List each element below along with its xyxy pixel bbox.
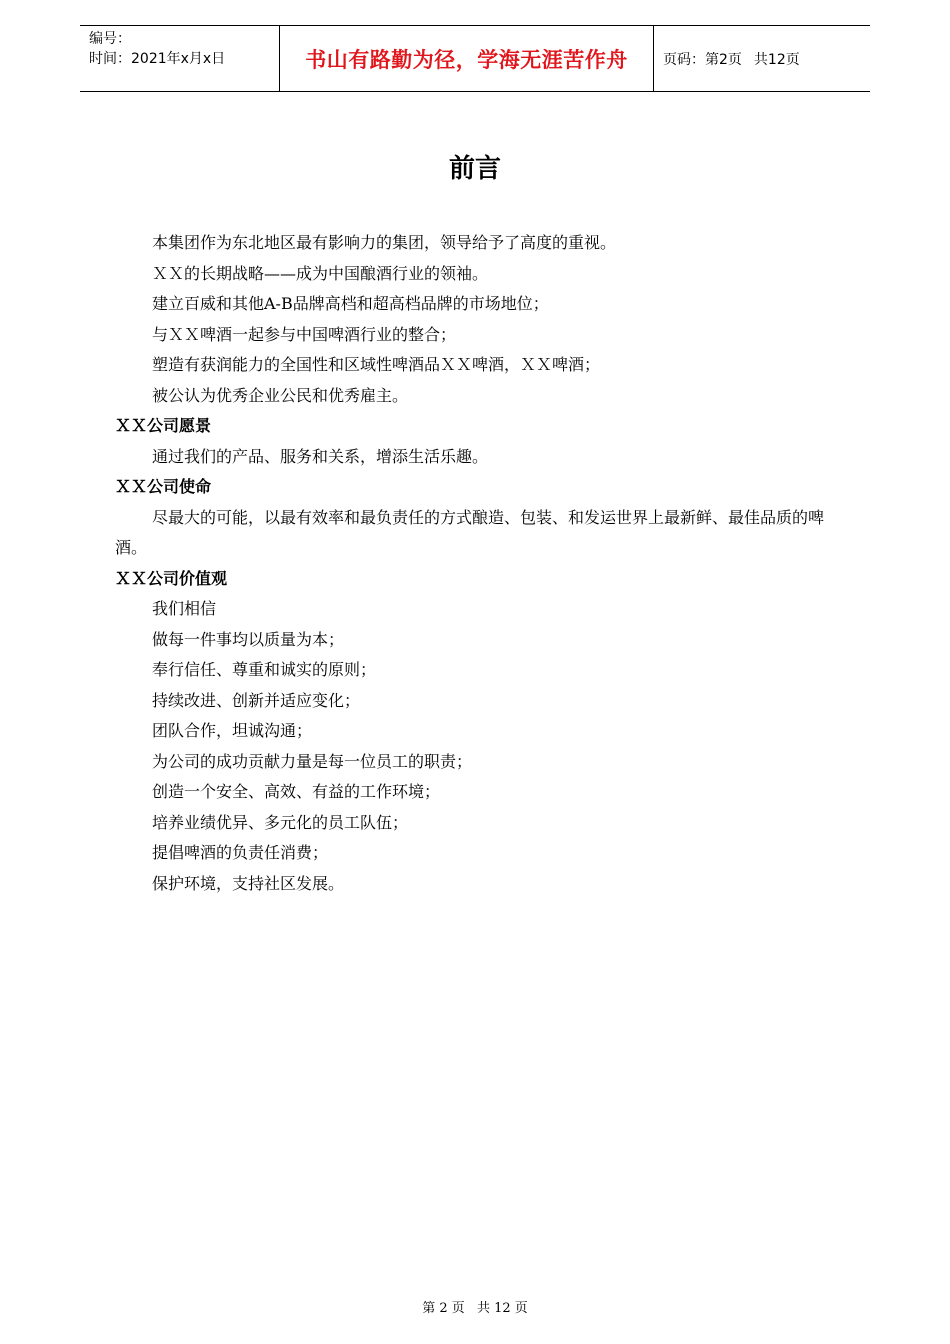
intro-line: 塑造有获润能力的全国性和区域性啤酒品ＸＸ啤酒，ＸＸ啤酒；	[152, 355, 601, 374]
header-page-number: 页码：第2页	[663, 51, 742, 68]
mission-heading: ＸＸ公司使命	[115, 477, 212, 496]
document-body	[115, 228, 855, 899]
header-meta	[80, 26, 280, 91]
values-heading: ＸＸ公司价值观	[115, 568, 228, 588]
values-item: 做每一件事均以质量为本；	[152, 629, 345, 649]
intro-line: 建立百威和其他A-B品牌高档和超高档品牌的市场地位；	[152, 294, 549, 313]
values-item: 培养业绩优异、多元化的员工队伍；	[152, 812, 409, 832]
values-item: 为公司的成功贡献力量是每一位员工的职责；	[152, 751, 473, 771]
doc-date-label: 时间：2021年x月x日	[89, 51, 226, 67]
values-item: 提倡啤酒的负责任消费；	[152, 843, 329, 862]
footer-page-total: 共 12 页	[476, 1301, 528, 1316]
vision-heading: ＸＸ公司愿景	[115, 416, 212, 435]
intro-line: ＸＸ的长期战略——成为中国酿酒行业的领袖。	[152, 263, 489, 283]
mission-text: 尽最大的可能，以最有效率和最负责任的方式酿造、包装、和发运世界上最新鲜、最佳品质的啤酒。	[115, 507, 825, 557]
values-item: 保护环境，支持社区发展。	[152, 873, 345, 893]
header-page-info	[654, 26, 870, 91]
values-item: 奉行信任、尊重和诚实的原则；	[152, 660, 377, 679]
vision-text: 通过我们的产品、服务和关系，增添生活乐趣。	[152, 446, 489, 466]
intro-line: 与ＸＸ啤酒一起参与中国啤酒行业的整合；	[152, 324, 457, 344]
page-footer	[0, 1299, 950, 1319]
values-item: 我们相信	[152, 599, 217, 618]
header-motto: 书山有路勤为径，学海无涯苦作舟	[280, 26, 654, 91]
values-item: 持续改进、创新并适应变化；	[152, 690, 361, 710]
document-header	[80, 25, 870, 92]
intro-line: 被公认为优秀企业公民和优秀雇主。	[152, 385, 409, 405]
values-item: 团队合作，坦诚沟通；	[152, 721, 313, 740]
footer-page-number: 第 2 页	[422, 1301, 465, 1316]
header-page-total: 共12页	[753, 51, 800, 68]
doc-number-label: 编号：	[89, 31, 131, 47]
page-title: 前言	[448, 154, 501, 184]
values-item: 创造一个安全、高效、有益的工作环境；	[152, 782, 441, 801]
intro-line: 本集团作为东北地区最有影响力的集团，领导给予了高度的重视。	[152, 233, 617, 252]
